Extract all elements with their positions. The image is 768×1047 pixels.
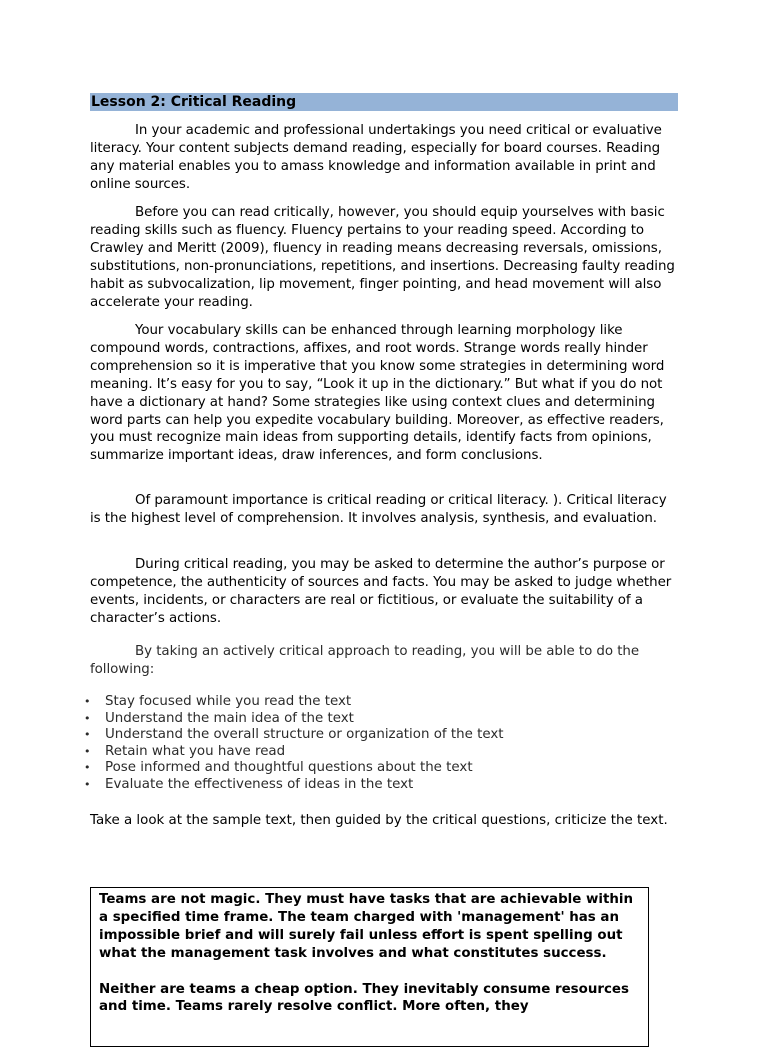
paragraph-vocabulary: Your vocabulary skills can be enhanced through learning morphology like compound words, contractions, affixes, and root words. Strange words really hinder comprehension so it is imperative that you know some strategies in determining word meaning. It’s easy for you to say, “Look it up in the dictionary.” But what if you do not have a dictionary at hand? Some strategies like using context clues and determining word parts can help you expedite vocabulary building. Moreover, as effective readers, you must recognize main ideas from supporting details, identify facts from opinions, summarize important ideas, draw inferences, and form conclusions. <box>90 323 665 464</box>
bullet-icon: • <box>84 711 91 725</box>
paragraph-list-intro: By taking an actively critical approach to reading, you will be able to do the following: <box>90 644 640 677</box>
list-item <box>84 727 690 744</box>
benefits-list <box>84 694 690 794</box>
sample-text-box <box>90 887 649 1047</box>
list-item-text: Stay focused while you read the text <box>105 694 352 709</box>
bullet-icon: • <box>84 777 91 791</box>
list-item-text: Evaluate the effectiveness of ideas in the text <box>105 776 414 792</box>
paragraph-intro: In your academic and professional undertakings you need critical or evaluative literacy. Your content subjects demand reading, especially for board courses. Reading any material enables you to amass knowledge and information available in print and online sources. <box>90 123 662 192</box>
paragraph-critical-reading: During critical reading, you may be asked to determine the author’s purpose or competence, the authenticity of sources and facts. You may be asked to judge whether events, incidents, or characters are real or fictitious, or evaluate the suitability of a character’s actions. <box>90 557 672 626</box>
instruction-text: Take a look at the sample text, then guided by the critical questions, criticize the text. <box>90 813 668 828</box>
bullet-icon: • <box>84 728 91 742</box>
list-item <box>84 776 690 794</box>
list-item-text: Pose informed and thoughtful questions about the text <box>105 760 473 776</box>
list-item-text: Retain what you have read <box>105 743 286 759</box>
list-item-text: Understand the overall structure or organization of the text <box>105 727 504 743</box>
list-item <box>84 710 690 728</box>
bullet-icon: • <box>84 761 91 775</box>
paragraph-fluency: Before you can read critically, however, you should equip yourselves with basic reading skills such as fluency. Fluency pertains to your reading speed. According to Crawley and Meritt (2009), fluency in reading means decreasing reversals, omissions, substitutions, non-pronunciations, repetitions, and insertions. Decreasing faulty reading habit as subvocalization, lip movement, finger pointing, and head movement will also accelerate your reading. <box>90 205 675 310</box>
list-item-text: Understand the main idea of the text <box>105 710 354 726</box>
bullet-icon: • <box>84 695 91 708</box>
lesson-title: Lesson 2: Critical Reading <box>90 93 678 111</box>
paragraph-critical-literacy: Of paramount importance is critical reading or critical literacy. ). Critical literacy is the highest level of comprehension. It involves analysis, synthesis, and evaluation. <box>90 493 667 526</box>
bullet-icon: • <box>84 744 91 758</box>
list-item <box>84 760 690 777</box>
list-item <box>84 694 690 711</box>
list-item <box>84 743 690 761</box>
sample-paragraph: Teams are not magic. They must have tasks that are achievable within a specified time frame. The team charged with 'management' has an impossible brief and will surely fail unless effort is spent spelling out what the management task involves and what constitutes success. <box>99 892 634 961</box>
sample-paragraph: Neither are teams a cheap option. They inevitably consume resources and time. Teams rarely resolve conflict. More often, they <box>99 981 629 1015</box>
